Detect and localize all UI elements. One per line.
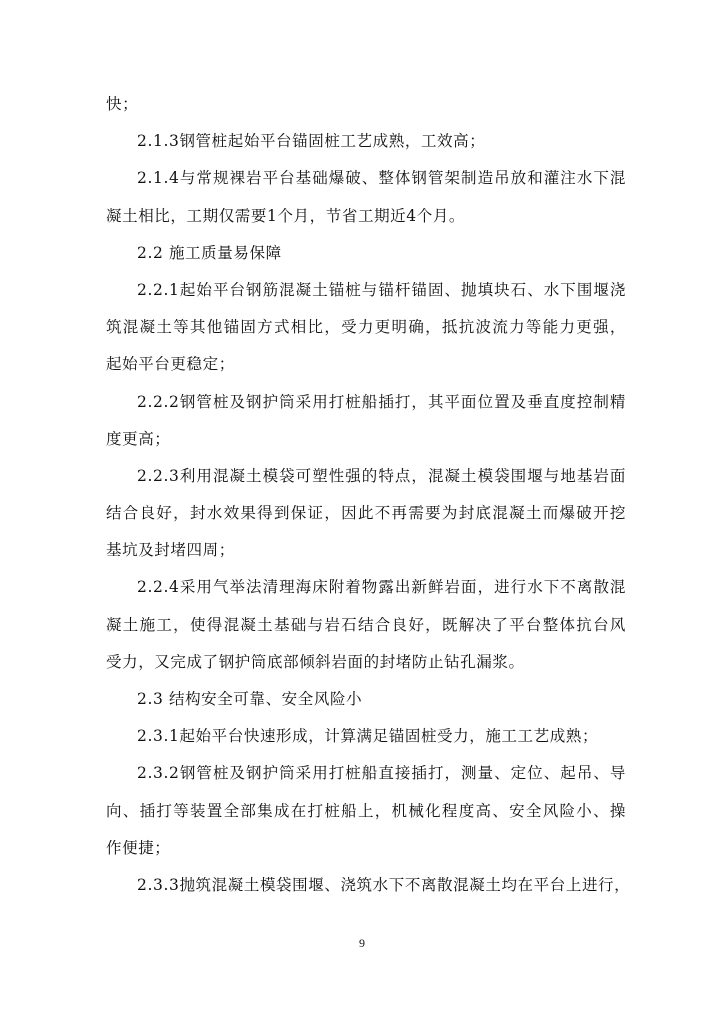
text-line: 凝土相比，工期仅需要1个月，节省工期近4个月。 [106, 206, 466, 225]
text-line: 度更高； [106, 429, 171, 448]
text-line: 凝土施工，使得混凝土基础与岩石结合良好，既解决了平台整体抗台风 [106, 615, 626, 634]
text-line: 作便捷； [106, 838, 171, 857]
text-line: 结合良好，封水效果得到保证，因此不再需要为封底混凝土而爆破开挖 [106, 504, 626, 523]
text-line: 2.3.3抛筑混凝土模袋围堰、浇筑水下不离散混凝土均在平台上进行， [137, 875, 631, 894]
text-line: 2.2.2钢管桩及钢护筒采用打桩船插打，其平面位置及垂直度控制精 [137, 392, 626, 411]
text-line: 2.2.1起始平台钢筋混凝土锚桩与锚杆锚固、抛填块石、水下围堰浇 [137, 280, 626, 299]
text-line: 受力，又完成了钢护筒底部倾斜岩面的封堵防止钻孔漏浆。 [106, 652, 525, 671]
text-line: 2.2.4采用气举法清理海床附着物露出新鲜岩面，进行水下不离散混 [137, 578, 626, 597]
text-line: 2.3.2钢管桩及钢护筒采用打桩船直接插打，测量、定位、起吊、导 [137, 764, 626, 783]
text-line: 快； [106, 95, 139, 113]
text-line: 筑混凝土等其他锚固方式相比，受力更明确，抵抗波流力等能力更强， [106, 318, 626, 337]
text-line: 2.1.3钢管桩起始平台锚固桩工艺成熟，工效高； [137, 132, 486, 151]
text-line: 起始平台更稳定； [106, 355, 235, 374]
text-line: 2.3.1起始平台快速形成，计算满足锚固桩受力，施工工艺成熟； [137, 727, 599, 746]
body-text [106, 86, 631, 904]
text-line: 2.1.4与常规裸岩平台基础爆破、整体钢管架制造吊放和灌注水下混 [137, 169, 626, 188]
text-line: 2.2.3利用混凝土模袋可塑性强的特点，混凝土模袋围堰与地基岩面 [137, 466, 626, 485]
section-heading: 2.2 施工质量易保障 [137, 243, 282, 262]
page-number: 9 [359, 936, 365, 950]
text-line: 基坑及封堵四周； [106, 541, 235, 560]
text-line: 向、插打等装置全部集成在打桩船上，机械化程度高、安全风险小、操 [106, 801, 626, 820]
section-heading: 2.3 结构安全可靠、安全风险小 [137, 690, 363, 708]
